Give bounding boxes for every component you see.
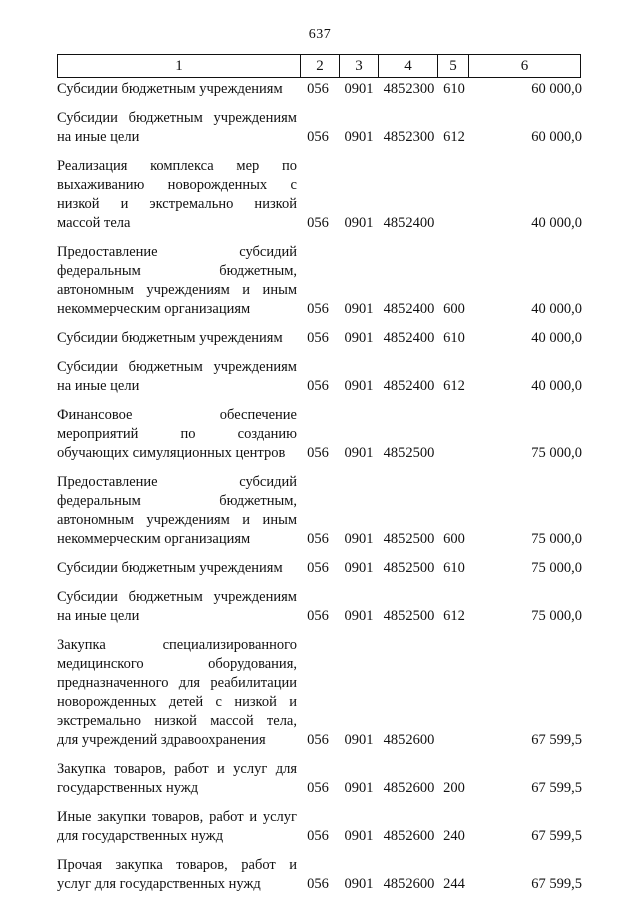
- column-header-table: [57, 54, 581, 78]
- description-line: Субсидии бюджетным учреждениям: [57, 359, 297, 375]
- row-description: [57, 808, 297, 846]
- row-description: [57, 588, 297, 626]
- code-target: 4852600: [383, 876, 435, 892]
- row-description: [57, 406, 297, 463]
- table-row: [57, 760, 582, 798]
- description-line: Субсидии бюджетным учреждениям: [57, 330, 283, 346]
- amount: 40 000,0: [531, 215, 582, 231]
- code-target: 4852500: [383, 531, 435, 547]
- code-section: 0901: [344, 129, 374, 145]
- code-section: 0901: [344, 301, 374, 317]
- amount: 75 000,0: [531, 560, 582, 576]
- description-line: некоммерческим организациям: [57, 531, 251, 547]
- row-description: [57, 760, 297, 798]
- description-line: Предоставление субсидий: [57, 244, 297, 260]
- code-expense-type: 600: [443, 301, 465, 317]
- code-target: 4852500: [383, 608, 435, 624]
- code-section: 0901: [344, 445, 374, 461]
- code-ministry: 056: [307, 81, 329, 97]
- row-description: [57, 473, 297, 549]
- table-row: [57, 109, 582, 147]
- description-line: Реализация комплекса мер по: [57, 158, 297, 174]
- description-line: новорожденных детей с низкой и: [57, 694, 297, 710]
- code-section: 0901: [344, 378, 374, 394]
- amount: 60 000,0: [531, 129, 582, 145]
- code-target: 4852400: [383, 378, 435, 394]
- code-ministry: 056: [307, 876, 329, 892]
- code-section: 0901: [344, 732, 374, 748]
- code-section: 0901: [344, 560, 374, 576]
- table-row: [57, 473, 582, 549]
- column-header-4: 4: [379, 55, 438, 78]
- code-ministry: 056: [307, 608, 329, 624]
- amount: 67 599,5: [531, 828, 582, 844]
- table-row: [57, 243, 582, 319]
- code-target: 4852600: [383, 828, 435, 844]
- description-line: Субсидии бюджетным учреждениям: [57, 81, 283, 97]
- description-line: для учреждений здравоохранения: [57, 732, 266, 748]
- description-line: Иные закупки товаров, работ и услуг: [57, 809, 297, 825]
- row-description: [57, 636, 297, 750]
- row-description: [57, 157, 297, 233]
- column-header-2: 2: [301, 55, 340, 78]
- code-expense-type: 612: [443, 129, 465, 145]
- code-ministry: 056: [307, 129, 329, 145]
- description-line: низкой и экстремально низкой: [57, 196, 297, 212]
- table-row: [57, 157, 582, 233]
- description-line: автономным учреждениям и иным: [57, 282, 297, 298]
- code-section: 0901: [344, 608, 374, 624]
- code-expense-type: 612: [443, 608, 465, 624]
- description-line: государственных нужд: [57, 780, 199, 796]
- code-ministry: 056: [307, 445, 329, 461]
- amount: 75 000,0: [531, 531, 582, 547]
- description-line: Предоставление субсидий: [57, 474, 297, 490]
- description-line: автономным учреждениям и иным: [57, 512, 297, 528]
- code-ministry: 056: [307, 531, 329, 547]
- column-header-1: 1: [58, 55, 301, 78]
- amount: 60 000,0: [531, 81, 582, 97]
- description-line: предназначенного для реабилитации: [57, 675, 297, 691]
- table-row: [57, 559, 582, 578]
- amount: 40 000,0: [531, 378, 582, 394]
- amount: 40 000,0: [531, 330, 582, 346]
- table-row: [57, 636, 582, 750]
- description-line: федеральным бюджетным,: [57, 493, 297, 509]
- code-section: 0901: [344, 215, 374, 231]
- description-line: некоммерческим организациям: [57, 301, 251, 317]
- page-number: 637: [308, 27, 332, 42]
- code-target: 4852300: [383, 129, 435, 145]
- description-line: на иные цели: [57, 129, 140, 145]
- column-header-3: 3: [340, 55, 379, 78]
- description-line: Закупка специализированного: [57, 637, 297, 653]
- row-description: [57, 856, 297, 894]
- code-target: 4852400: [383, 215, 435, 231]
- code-ministry: 056: [307, 560, 329, 576]
- description-line: Субсидии бюджетным учреждениям: [57, 589, 297, 605]
- amount: 67 599,5: [531, 732, 582, 748]
- code-ministry: 056: [307, 301, 329, 317]
- amount: 75 000,0: [531, 608, 582, 624]
- amount: 67 599,5: [531, 876, 582, 892]
- code-section: 0901: [344, 828, 374, 844]
- description-line: федеральным бюджетным,: [57, 263, 297, 279]
- amount: 75 000,0: [531, 445, 582, 461]
- row-description: [57, 243, 297, 319]
- code-ministry: 056: [307, 828, 329, 844]
- description-line: для государственных нужд: [57, 828, 224, 844]
- table-row: [57, 856, 582, 894]
- code-expense-type: 240: [443, 828, 465, 844]
- description-line: на иные цели: [57, 608, 140, 624]
- description-line: медицинского оборудования,: [57, 656, 297, 672]
- column-header-5: 5: [438, 55, 469, 78]
- description-line: Субсидии бюджетным учреждениям: [57, 110, 297, 126]
- row-description: [57, 80, 297, 99]
- description-line: обучающих симуляционных центров: [57, 445, 286, 461]
- code-expense-type: 600: [443, 531, 465, 547]
- code-expense-type: 244: [443, 876, 465, 892]
- table-row: [57, 588, 582, 626]
- budget-rows: [57, 80, 582, 904]
- amount: 40 000,0: [531, 301, 582, 317]
- code-expense-type: 610: [443, 81, 465, 97]
- code-target: 4852500: [383, 445, 435, 461]
- code-target: 4852400: [383, 330, 435, 346]
- description-line: на иные цели: [57, 378, 140, 394]
- description-line: выхаживанию новорожденных с: [57, 177, 297, 193]
- description-line: Прочая закупка товаров, работ и: [57, 857, 297, 873]
- code-expense-type: 610: [443, 330, 465, 346]
- row-description: [57, 329, 297, 348]
- row-description: [57, 559, 297, 578]
- table-row: [57, 406, 582, 463]
- code-section: 0901: [344, 81, 374, 97]
- code-expense-type: 200: [443, 780, 465, 796]
- table-row: [57, 808, 582, 846]
- description-line: экстремально низкой массой тела,: [57, 713, 297, 729]
- code-ministry: 056: [307, 780, 329, 796]
- description-line: мероприятий по созданию: [57, 426, 297, 442]
- code-target: 4852400: [383, 301, 435, 317]
- description-line: массой тела: [57, 215, 131, 231]
- row-description: [57, 109, 297, 147]
- code-ministry: 056: [307, 732, 329, 748]
- description-line: Субсидии бюджетным учреждениям: [57, 560, 283, 576]
- code-target: 4852500: [383, 560, 435, 576]
- code-expense-type: 610: [443, 560, 465, 576]
- row-description: [57, 358, 297, 396]
- code-target: 4852300: [383, 81, 435, 97]
- description-line: услуг для государственных нужд: [57, 876, 261, 892]
- column-header-6: 6: [469, 55, 581, 78]
- code-section: 0901: [344, 780, 374, 796]
- code-target: 4852600: [383, 732, 435, 748]
- table-row: [57, 80, 582, 99]
- code-section: 0901: [344, 330, 374, 346]
- amount: 67 599,5: [531, 780, 582, 796]
- description-line: Закупка товаров, работ и услуг для: [57, 761, 297, 777]
- table-row: [57, 358, 582, 396]
- code-section: 0901: [344, 531, 374, 547]
- code-expense-type: 612: [443, 378, 465, 394]
- code-ministry: 056: [307, 378, 329, 394]
- description-line: Финансовое обеспечение: [57, 407, 297, 423]
- column-header-row: [58, 55, 581, 78]
- code-section: 0901: [344, 876, 374, 892]
- code-ministry: 056: [307, 215, 329, 231]
- code-target: 4852600: [383, 780, 435, 796]
- code-ministry: 056: [307, 330, 329, 346]
- table-row: [57, 329, 582, 348]
